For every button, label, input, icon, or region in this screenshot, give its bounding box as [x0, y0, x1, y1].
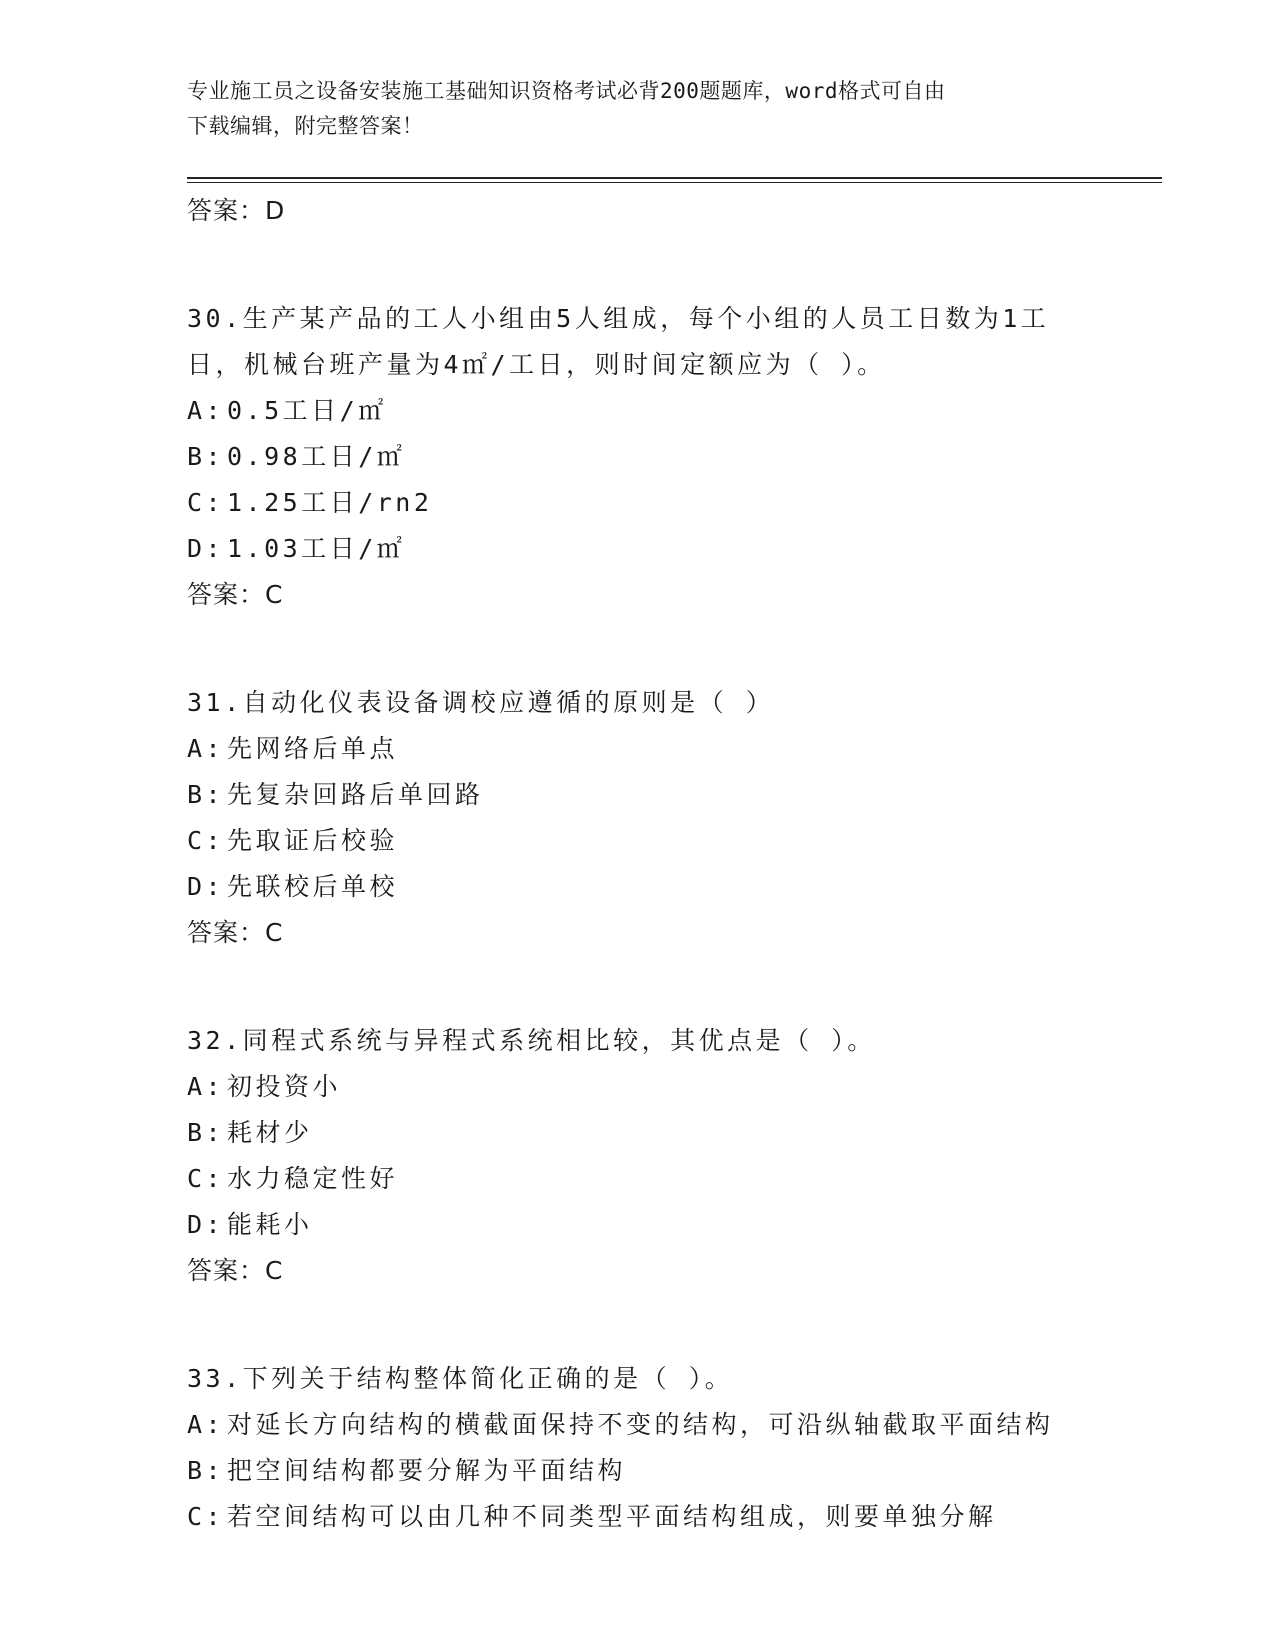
option-letter: B: — [187, 1118, 225, 1147]
option-letter: D: — [187, 534, 225, 563]
option-a — [187, 1064, 1162, 1110]
header-line-2: 下载编辑，附完整答案！ — [187, 114, 424, 138]
option-text: 先网络后单点 — [227, 734, 399, 763]
option-letter: C: — [187, 1502, 225, 1531]
question-stem — [187, 296, 1162, 388]
option-c — [187, 1494, 1162, 1540]
option-letter: A: — [187, 396, 225, 425]
document-header — [187, 74, 1067, 144]
option-text: 若空间结构可以由几种不同类型平面结构组成，则要单独分解 — [227, 1502, 997, 1531]
option-c — [187, 480, 1162, 526]
question-stem — [187, 1018, 1162, 1064]
question-text-line-1: 生产某产品的工人小组由5人组成，每个小组的人员工日数为1工 — [242, 304, 1050, 333]
option-text: 先复杂回路后单回路 — [227, 780, 484, 809]
question-text-line-1: 下列关于结构整体简化正确的是（ ）。 — [242, 1364, 734, 1393]
option-letter: B: — [187, 780, 225, 809]
answer-line: 答案：C — [187, 580, 284, 609]
option-a — [187, 1402, 1162, 1448]
option-d — [187, 1202, 1162, 1248]
question-text-line-1: 同程式系统与异程式系统相比较，其优点是（ ）。 — [242, 1026, 876, 1055]
question-31 — [187, 680, 1162, 956]
option-letter: A: — [187, 1410, 225, 1439]
option-letter: A: — [187, 1072, 225, 1101]
option-text: 先取证后校验 — [227, 826, 399, 855]
question-32 — [187, 1018, 1162, 1294]
option-letter: C: — [187, 826, 225, 855]
option-text: 对延长方向结构的横截面保持不变的结构，可沿纵轴截取平面结构 — [227, 1410, 1054, 1439]
option-a — [187, 388, 1162, 434]
option-letter: B: — [187, 442, 225, 471]
option-text: 初投资小 — [227, 1072, 342, 1101]
answer-line: 答案：D — [187, 196, 286, 225]
option-text: 耗材少 — [227, 1118, 313, 1147]
option-text: 能耗小 — [227, 1210, 313, 1239]
option-text: 把空间结构都要分解为平面结构 — [227, 1456, 627, 1485]
option-text: 水力稳定性好 — [227, 1164, 399, 1193]
question-number: 32. — [187, 1026, 243, 1055]
option-c — [187, 818, 1162, 864]
question-number: 33. — [187, 1364, 243, 1393]
question-list — [187, 188, 1162, 1602]
option-text: 先联校后单校 — [227, 872, 399, 901]
option-d — [187, 864, 1162, 910]
question-stem — [187, 1356, 1162, 1402]
question-number: 31. — [187, 688, 243, 717]
answer-line: 答案：C — [187, 918, 284, 947]
option-a — [187, 726, 1162, 772]
option-c — [187, 1156, 1162, 1202]
header-divider — [187, 177, 1162, 183]
option-text: 1.25工日/rn2 — [227, 488, 433, 517]
option-letter: D: — [187, 1210, 225, 1239]
option-letter: B: — [187, 1456, 225, 1485]
option-b — [187, 434, 1162, 480]
option-letter: C: — [187, 1164, 225, 1193]
question-33 — [187, 1356, 1162, 1540]
option-b — [187, 1448, 1162, 1494]
question-30 — [187, 296, 1162, 618]
option-text: 1.03工日/㎡ — [227, 534, 406, 563]
header-line-1: 专业施工员之设备安装施工基础知识资格考试必背200题题库，word格式可自由 — [187, 79, 946, 103]
option-letter: D: — [187, 872, 225, 901]
option-b — [187, 1110, 1162, 1156]
question-stem — [187, 680, 1162, 726]
option-d — [187, 526, 1162, 572]
question-text-line-2: 日，机械台班产量为4㎡/工日，则时间定额应为（ ）。 — [187, 350, 886, 379]
option-text: 0.5工日/㎡ — [227, 396, 387, 425]
question-number: 30. — [187, 304, 243, 333]
question-text-line-1: 自动化仪表设备调校应遵循的原则是（ ） — [242, 688, 775, 717]
answer-line: 答案：C — [187, 1256, 284, 1285]
option-letter: C: — [187, 488, 225, 517]
option-b — [187, 772, 1162, 818]
option-letter: A: — [187, 734, 225, 763]
option-text: 0.98工日/㎡ — [227, 442, 406, 471]
